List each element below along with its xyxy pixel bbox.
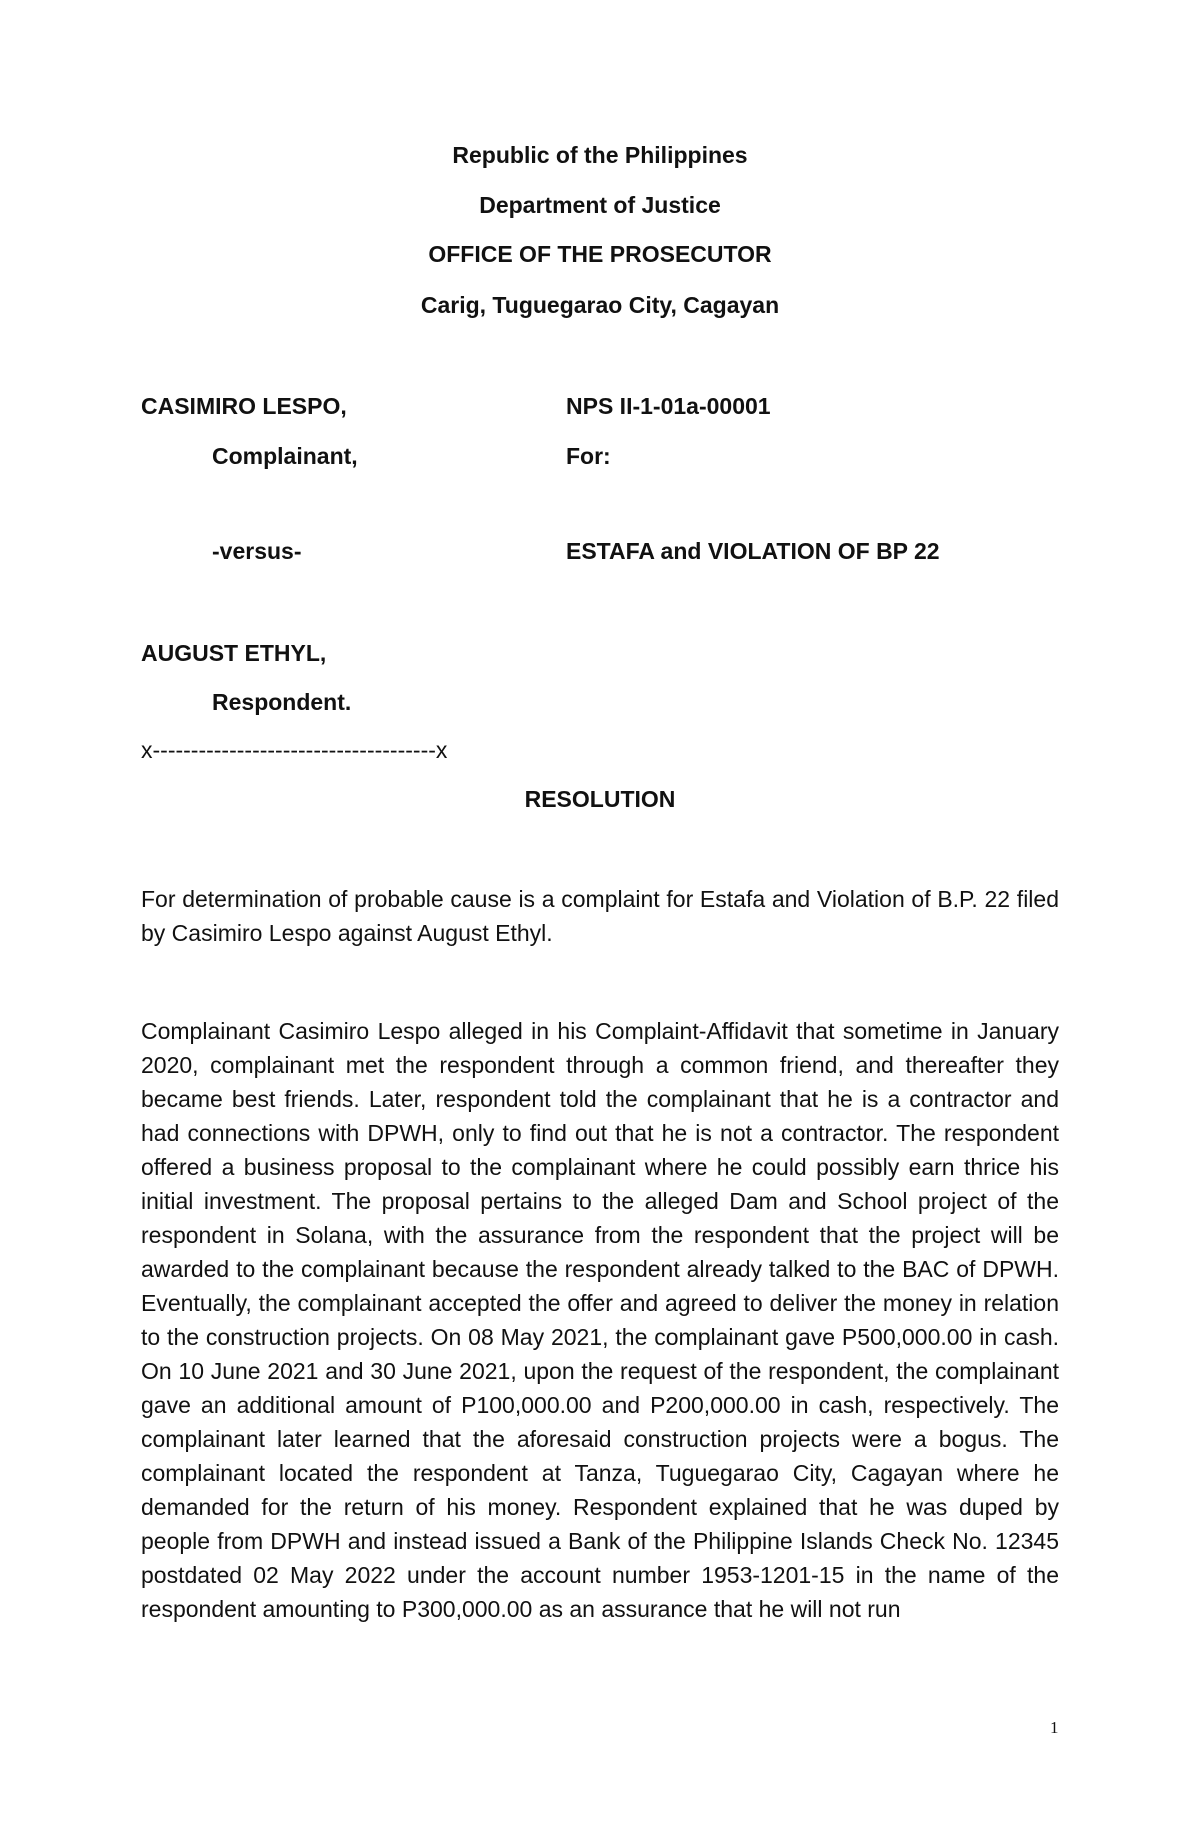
resolution-title: RESOLUTION bbox=[524, 786, 676, 812]
paragraph-2: Complainant Casimiro Lespo alleged in his Complaint-Affidavit that sometime in January 2020, complainant met the respondent through a common friend, and thereafter they became best friends. Later, respondent told the complainant that he is a contractor and had connections with DPWH, only to find out that he is not a contractor. The respondent offered a business proposal to the complainant where he could possibly earn thrice his initial investment. The proposal pertains to the alleged Dam and School project of the respondent in Solana, with the assurance from the respondent that the project will be awarded to the complainant because the respondent already talked to the BAC of DPWH. Eventually, the complainant accepted the offer and agreed to deliver the money in relation to the construction projects. On 08 May 2021, the complainant gave P500,000.00 in cash. On 10 June 2021 and 30 June 2021, upon the request of the respondent, the complainant gave an additional amount of P100,000.00 and P200,000.00 in cash, respectively. The complainant later learned that the aforesaid construction projects were a bogus. The complainant located the respondent at Tanza, Tuguegarao City, Cagayan where he demanded for the return of his money. Respondent explained that he was duped by people from DPWH and instead issued a Bank of the Philippine Islands Check No. 12345 postdated 02 May 2022 under the account number 1953-1201-15 in the name of the respondent amounting to P300,000.00 as an assurance that he will not run bbox=[141, 1018, 1059, 1622]
header-address: Carig, Tuguegarao City, Cagayan bbox=[420, 292, 780, 318]
header-office: OFFICE OF THE PROSECUTOR bbox=[428, 241, 772, 267]
for-label: For: bbox=[566, 443, 611, 469]
case-number: NPS II-1-01a-00001 bbox=[566, 393, 771, 419]
paragraph-1: For determination of probable cause is a complaint for Estafa and Violation of B.P. 22 filed by Casimiro Lespo against August Ethyl. bbox=[141, 886, 1059, 946]
offense-label: ESTAFA and VIOLATION OF BP 22 bbox=[566, 538, 940, 564]
versus-label: -versus- bbox=[212, 538, 302, 564]
respondent-name: AUGUST ETHYL, bbox=[141, 640, 327, 666]
respondent-role: Respondent. bbox=[212, 689, 352, 715]
header-department: Department of Justice bbox=[479, 192, 721, 218]
complainant-role: Complainant, bbox=[212, 443, 358, 469]
complainant-name: CASIMIRO LESPO, bbox=[141, 393, 347, 419]
caption-separator: x-------------------------------------x bbox=[141, 737, 448, 763]
page-number: 1 bbox=[1050, 1718, 1059, 1737]
header-republic: Republic of the Philippines bbox=[452, 142, 748, 168]
